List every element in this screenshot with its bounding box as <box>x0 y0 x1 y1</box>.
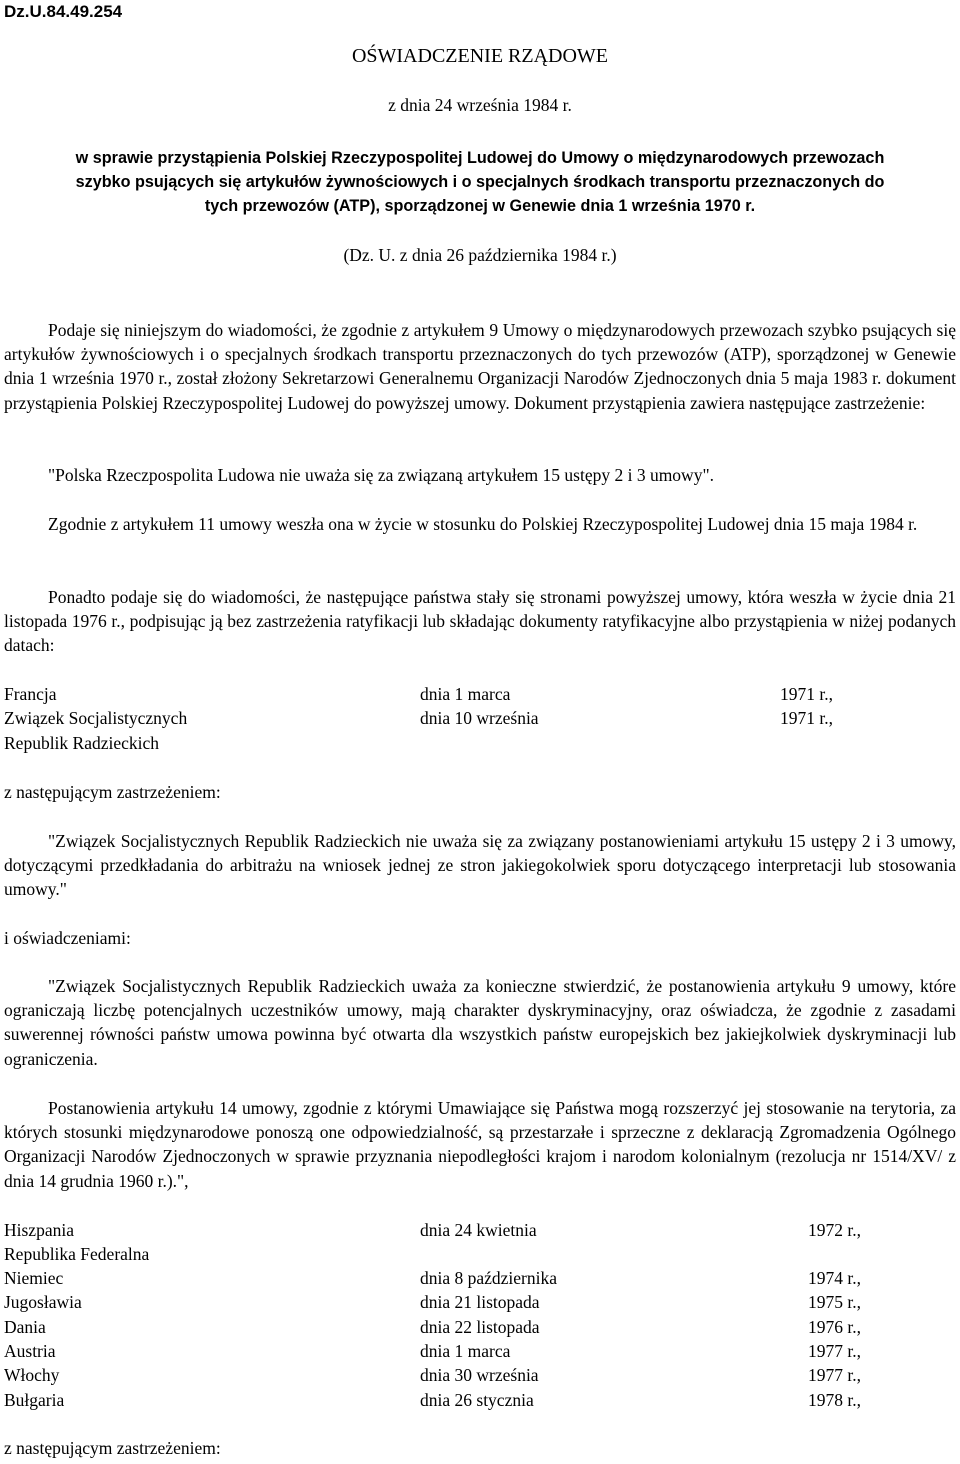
date: dnia 24 kwietnia <box>420 1220 537 1240</box>
quote-ussr-reservation: "Związek Socjalistycznych Republik Radzieckich nie uważa się za związany postanowieniami artykułu 15 ustępy 2 i 3 umowy, dotyczącymi przedkładania do arbitrażu na wniosek jednej ze stron jakiegokolwiek sporu dotyczącego interpretacji lub stosowania umowy." <box>4 831 956 900</box>
country: Niemiec <box>4 1268 64 1288</box>
country: Bułgaria <box>4 1390 65 1410</box>
country: Republika Federalna <box>4 1244 150 1264</box>
year: 1977 r., <box>808 1365 861 1385</box>
date: dnia 1 marca <box>420 684 511 704</box>
table-row <box>4 706 956 730</box>
declarations-intro: i oświadczeniami: <box>4 928 131 948</box>
table-row <box>4 1290 956 1314</box>
year: 1971 r., <box>780 684 833 704</box>
country: Austria <box>4 1341 56 1361</box>
year: 1976 r., <box>808 1317 861 1337</box>
document-subject <box>4 146 956 219</box>
paragraph-1: Podaje się niniejszym do wiadomości, że zgodnie z artykułem 9 Umowy o międzynarodowych przewozach szybko psujących się artykułów żywnościowych i o specjalnych środkach transportu przeznaczonych do tych przewozów (ATP), sporządzonej w Genewie dnia 1 września 1970 r., został złożony Sekretarzowi Generalnemu Organizacji Narodów Zjednoczonych dnia 5 maja 1983 r. dokument przystąpienia Polskiej Rzeczypospolitej Ludowej do powyższej umowy. Dokument przystąpienia zawiera następujące zastrzeżenie: <box>4 320 956 413</box>
table-row <box>4 1218 956 1242</box>
country: Republik Radzieckich <box>4 733 160 753</box>
table-row <box>4 1266 956 1290</box>
year: 1972 r., <box>808 1220 861 1240</box>
table-row <box>4 1363 956 1387</box>
country: Francja <box>4 684 57 704</box>
date: dnia 8 października <box>420 1268 558 1288</box>
year: 1978 r., <box>808 1390 861 1410</box>
date: dnia 30 września <box>420 1365 539 1385</box>
table-row <box>4 1315 956 1339</box>
table-row <box>4 1242 956 1266</box>
country: Jugosławia <box>4 1292 82 1312</box>
paragraph-2: Zgodnie z artykułem 11 umowy weszła ona w życie w stosunku do Polskiej Rzeczypospolitej Ludowej dnia 15 maja 1984 r. <box>48 514 918 534</box>
country: Włochy <box>4 1365 60 1385</box>
paragraph-4: Postanowienia artykułu 14 umowy, zgodnie z którymi Umawiające się Państwa mogą rozszerzyć jej stosowanie na terytoria, za których stosunki międzynarodowe ponoszą one odpowiedzialność, są przestarzałe i sprzeczne z deklaracją Zgromadzenia Ogólnego Organizacji Narodów Zjednoczonych w sprawie przyznania niepodległości krajom i narodom kolonialnym (rezolucja nr 1514/XV/ z dnia 14 grudnia 1960 r.).", <box>4 1098 956 1191</box>
date: dnia 10 września <box>420 708 539 728</box>
subject-line: szybko psujących się artykułów żywnościowych i o specjalnych środkach transportu przeznaczonych do <box>75 173 885 192</box>
country: Hiszpania <box>4 1220 74 1240</box>
document-date: z dnia 24 września 1984 r. <box>388 95 572 115</box>
paragraph-3: Ponadto podaje się do wiadomości, że następujące państwa stały się stronami powyższej umowy, która weszła w życie dnia 21 listopada 1976 r., podpisując ją bez zastrzeżenia ratyfikacji lub składając dokumenty ratyfikacyjne albo przystąpienia w niżej podanych datach: <box>4 587 956 656</box>
date: dnia 1 marca <box>420 1341 511 1361</box>
subject-line: tych przewozów (ATP), sporządzonej w Genewie dnia 1 września 1970 r. <box>204 197 756 216</box>
document-title: OŚWIADCZENIE RZĄDOWE <box>351 45 609 67</box>
table-row <box>4 682 956 706</box>
country: Związek Socjalistycznych <box>4 708 188 728</box>
year: 1975 r., <box>808 1292 861 1312</box>
year: 1977 r., <box>808 1341 861 1361</box>
document-reference: Dz.U.84.49.254 <box>4 2 123 21</box>
year: 1974 r., <box>808 1268 861 1288</box>
reservation-intro-2: z następującym zastrzeżeniem: <box>4 1438 221 1458</box>
date: dnia 26 stycznia <box>420 1390 534 1410</box>
year: 1971 r., <box>780 708 833 728</box>
publication-info: (Dz. U. z dnia 26 października 1984 r.) <box>343 245 617 265</box>
table-row <box>4 731 956 755</box>
subject-line: w sprawie przystąpienia Polskiej Rzeczypospolitej Ludowej do Umowy o międzynarodowych przewozach <box>75 149 885 167</box>
quote-ussr-declaration: "Związek Socjalistycznych Republik Radzieckich uważa za konieczne stwierdzić, że postanowienia artykułu 9 umowy, które ograniczają liczbę potencjalnych uczestników umowy, mają charakter dyskryminacyjny, oraz oświadcza, że zgodnie z zasadami suwerennej równości państw umowa powinna być otwarta dla wszystkich państw europejskich bez jakiejkolwiek dyskryminacji lub ograniczenia. <box>4 976 956 1069</box>
quote-poland-reservation: "Polska Rzeczpospolita Ludowa nie uważa się za związaną artykułem 15 ustępy 2 i 3 umowy". <box>48 465 714 485</box>
country: Dania <box>4 1317 46 1337</box>
table-row <box>4 1388 956 1412</box>
date: dnia 22 listopada <box>420 1317 540 1337</box>
reservation-intro: z następującym zastrzeżeniem: <box>4 782 221 802</box>
table-row <box>4 1339 956 1363</box>
date: dnia 21 listopada <box>420 1292 540 1312</box>
